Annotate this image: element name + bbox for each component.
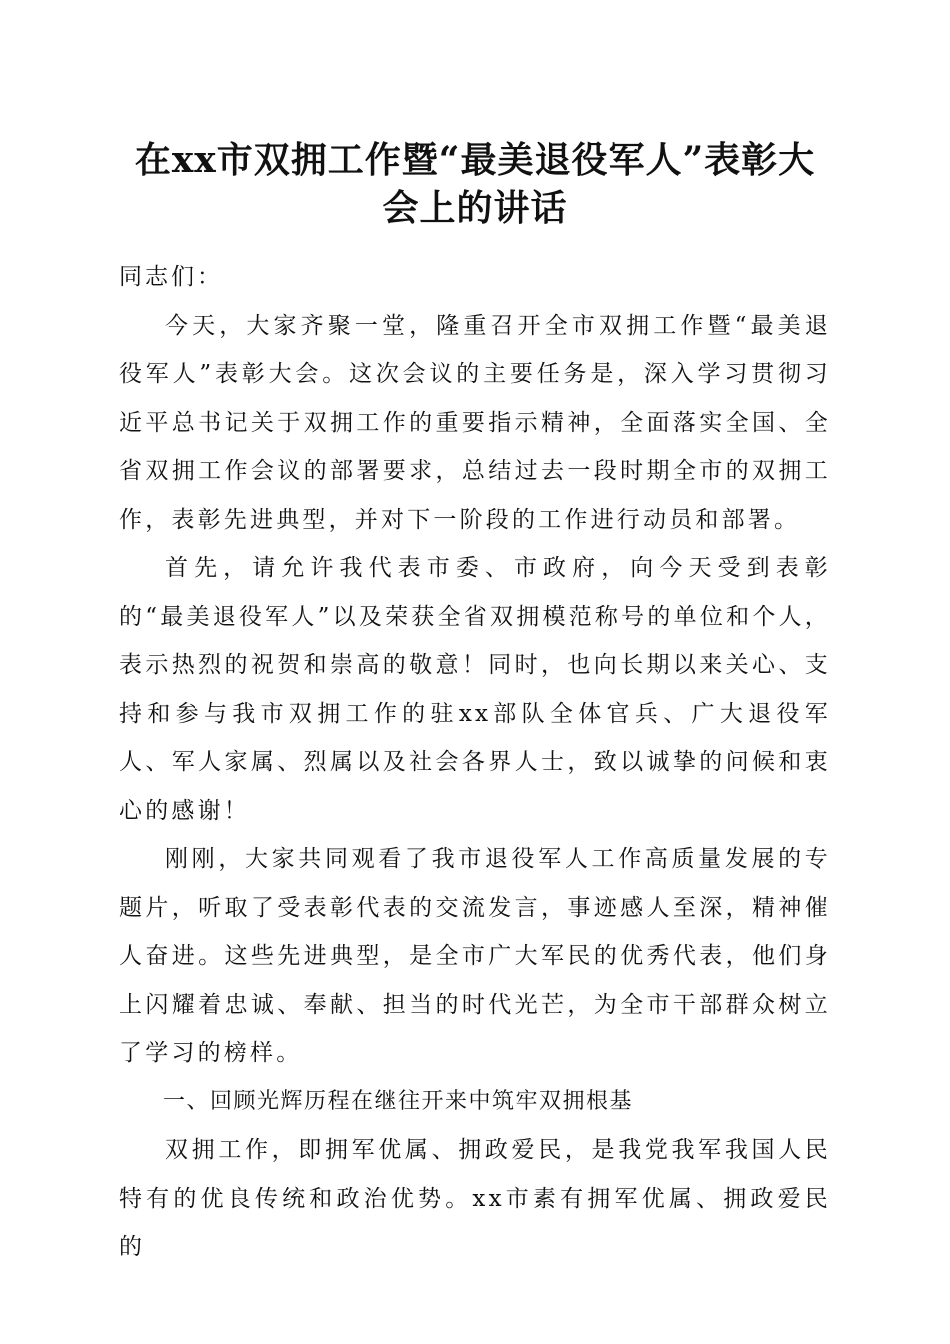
paragraph-exemplars: 刚刚，大家共同观看了我市退役军人工作高质量发展的专题片，听取了受表彰代表的交流发言，事迹感人至深，精神催人奋进。这些先进典型，是全市广大军民的优秀代表，他们身上闪耀着忠诚、奉献、担当的时代光芒，为全市干部群众树立了学习的榜样。: [119, 846, 831, 1066]
title-line-1: 在xx市双拥工作暨“最美退役军人”表彰大: [134, 139, 816, 181]
paragraph-congratulations: 首先，请允许我代表市委、市政府，向今天受到表彰的“最美退役军人”以及荣获全省双拥模范称号的单位和个人，表示热烈的祝贺和崇高的敬意！同时，也向长期以来关心、支持和参与我市双拥工作的驻xx部队全体官兵、广大退役军人、军人家属、烈属以及社会各界人士，致以诚挚的问候和衷心的感谢！: [119, 555, 831, 824]
title-line-2: 会上的讲话: [382, 187, 568, 229]
salutation: 同志们：: [119, 264, 223, 290]
section-heading: 一、回顾光辉历程在继往开来中筑牢双拥根基: [163, 1088, 634, 1114]
document-title: [100, 136, 850, 232]
section-paragraph: 双拥工作，即拥军优属、拥政爱民，是我党我军我国人民特有的优良传统和政治优势。xx市素有拥军优属、拥政爱民的: [119, 1137, 831, 1260]
document-body: [119, 253, 831, 1272]
paragraph-opening: 今天，大家齐聚一堂，隆重召开全市双拥工作暨“最美退役军人”表彰大会。这次会议的主要任务是，深入学习贯彻习近平总书记关于双拥工作的重要指示精神，全面落实全国、全省双拥工作会议的部署要求，总结过去一段时期全市的双拥工作，表彰先进典型，并对下一阶段的工作进行动员和部署。: [119, 312, 831, 533]
